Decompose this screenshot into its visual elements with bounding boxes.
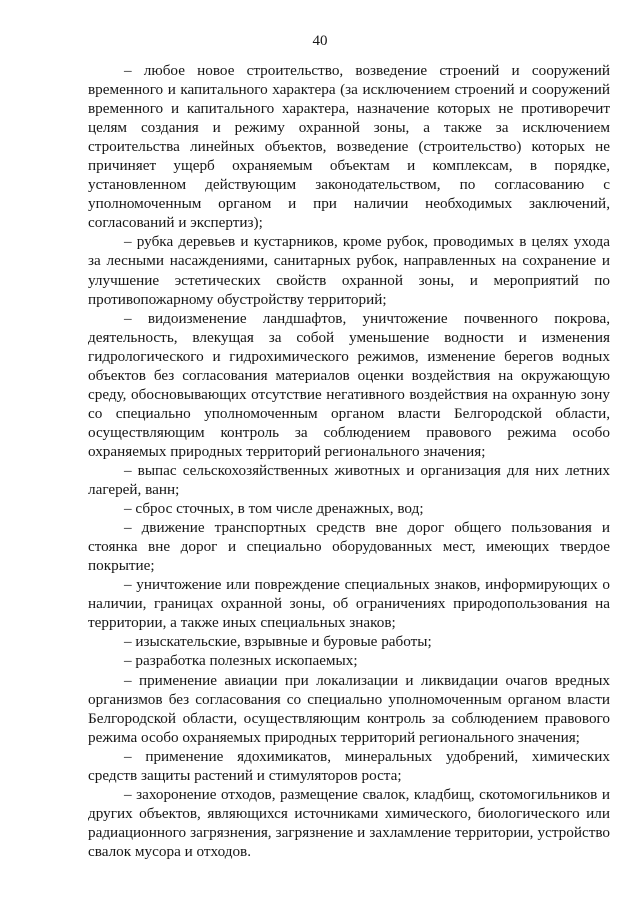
- paragraph-vehicle-movement-ban: – движение транспортных средств вне дорог общего пользования и стоянка вне дорог и специально оборудованных мест, имеющих твердое покрытие;: [88, 519, 610, 575]
- paragraph-grazing-ban: – выпас сельскохозяйственных животных и организация для них летних лагерей, ванн;: [88, 461, 610, 499]
- paragraph-landscape-alteration-ban: – видоизменение ландшафтов, уничтожение почвенного покрова, деятельность, влекущая за собой уменьшение водности и изменения гидрологического и гидрохимического режимов, изменение берегов водных объектов без согласования материалов оценки воздействия на окружающую среду, обосновывающих отсутствие негативного воздействия на охранную зону со специально уполномоченным органом власти Белгородской области, осуществляющим контроль за соблюдением правового режима особо охраняемых природных территорий регионального значения;: [88, 309, 610, 460]
- paragraph-chemicals-ban: – применение ядохимикатов, минеральных удобрений, химических средств защиты растений и стимуляторов роста;: [88, 747, 610, 784]
- paragraph-aviation-ban: – применение авиации при локализации и ликвидации очагов вредных организмов без согласования со специально уполномоченным органом власти Белгородской области, осуществляющим контроль за соблюдением правового режима особо охраняемых природных территорий регионального значения;: [88, 671, 610, 746]
- paragraph-wastewater-ban: – сброс сточных, в том числе дренажных, вод;: [124, 500, 424, 518]
- paragraph-mining-ban: – разработка полезных ископаемых;: [124, 652, 358, 670]
- page-number: 40: [312, 33, 328, 49]
- paragraph-waste-disposal-ban: – захоронение отходов, размещение свалок, кладбищ, скотомогильников и других объектов, являющихся источниками химического, биологического или радиационного загрязнения, загрязнение и захламление территории, устройство свалок мусора и отходов.: [88, 785, 610, 860]
- paragraph-tree-felling-ban: – рубка деревьев и кустарников, кроме рубок, проводимых в целях ухода за лесными насаждениями, санитарных рубок, направленных на сохранение и улучшение эстетических свойств охранной зоны, и мероприятий по противопожарному обустройству территорий;: [88, 233, 610, 308]
- paragraph-construction-ban: – любое новое строительство, возведение строений и сооружений временного и капитального характера (за исключением строений и сооружений временного и капитального характера, назначение которых не противоречит целям создания и режиму охранной зоны, а также за исключением строительства линейных объектов, возведение (строительство) которых не причиняет ущерб охраняемым объектам и комплексам, в порядке, установленном действующим законодательством, по согласованию с уполномоченным органом и при наличии необходимых заключений, согласований и экспертиз);: [88, 62, 610, 232]
- document-body: [88, 61, 610, 861]
- paragraph-signs-damage-ban: – уничтожение или повреждение специальных знаков, информирующих о наличии, границах охранной зоны, об ограничениях природопользования на территории, а также иных специальных знаков;: [88, 576, 610, 632]
- paragraph-drilling-ban: – изыскательские, взрывные и буровые работы;: [124, 633, 432, 651]
